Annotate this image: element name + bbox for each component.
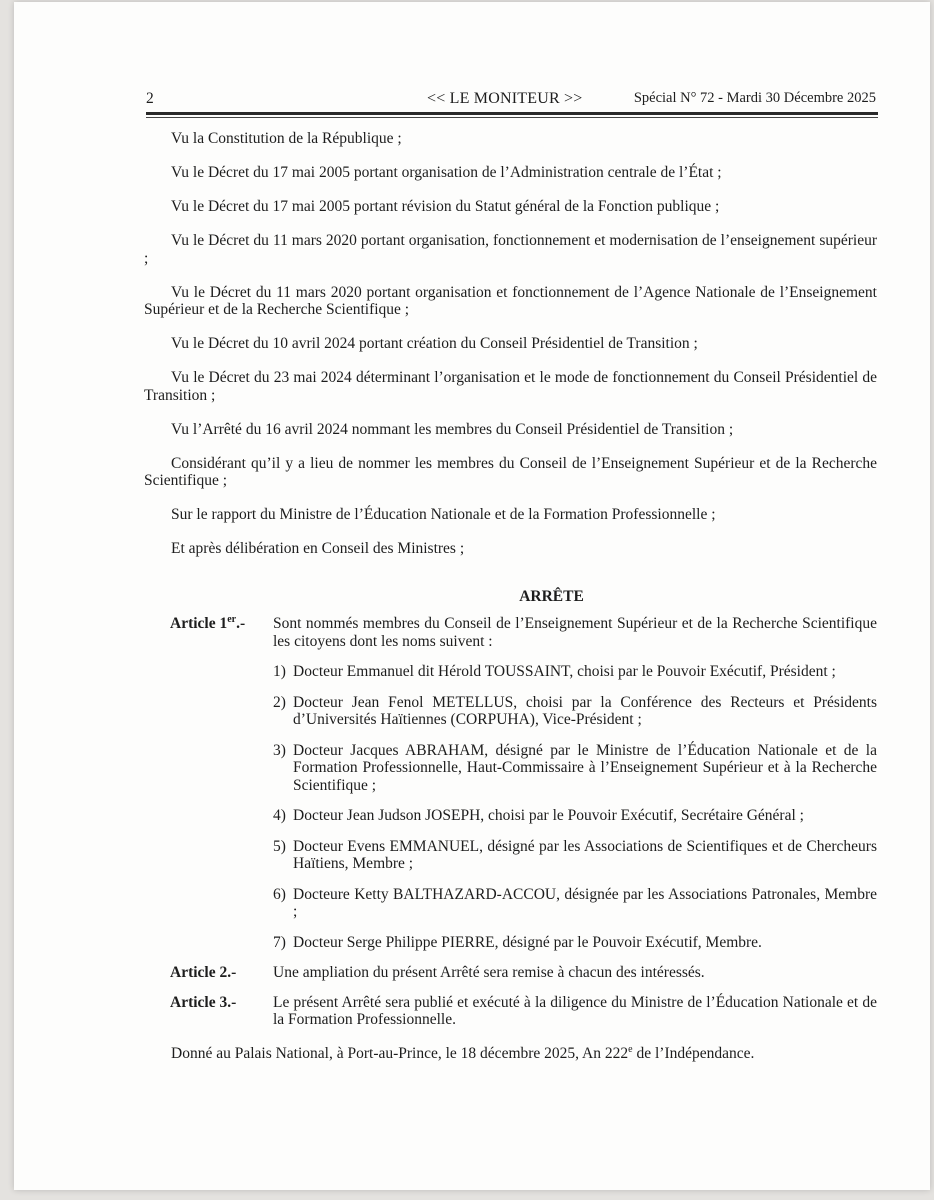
article-2 — [144, 964, 877, 982]
list-item-text: Docteur Emmanuel dit Hérold TOUSSAINT, choisi par le Pouvoir Exécutif, Président ; — [293, 663, 836, 680]
consideration-10: Sur le rapport du Ministre de l’Éducation Nationale et de la Formation Professionnelle ; — [171, 506, 716, 523]
consideration-2: Vu le Décret du 17 mai 2005 portant organisation de l’Administration centrale de l’État ; — [171, 164, 722, 181]
list-item-text: Docteur Serge Philippe PIERRE, désigné par le Pouvoir Exécutif, Membre. — [293, 933, 762, 951]
list-item-number: 7) — [273, 933, 286, 951]
issue-info: Spécial N° 72 - Mardi 30 Décembre 2025 — [633, 90, 876, 106]
article-1-text: Sont nommés membres du Conseil de l’Enseignement Supérieur et de la Recherche Scientifique les citoyens dont les noms suivent : — [273, 615, 877, 650]
article-1 — [144, 615, 877, 650]
closing-statement: Donné au Palais National, à Port-au-Prince, le 18 décembre 2025, An 222e de l’Indépendance. — [171, 1043, 755, 1062]
list-item — [273, 838, 877, 873]
member-list — [144, 663, 877, 951]
list-item — [273, 886, 877, 921]
consideration-5: Vu le Décret du 11 mars 2020 portant organisation et fonctionnement de l’Agence Nationale de l’Enseignement Supérieur et de la Recherche Scientifique ; — [144, 283, 877, 318]
list-item-number: 3) — [273, 741, 286, 759]
list-item-number: 6) — [273, 885, 286, 903]
list-item-text: Docteur Evens EMMANUEL, désigné par les Associations de Scientifiques et de Chercheurs Haïtiens, Membre ; — [293, 837, 877, 872]
decree-title: ARRÊTE — [519, 587, 584, 605]
article-3-label: Article 3.- — [170, 993, 237, 1011]
list-item-text: Docteure Ketty BALTHAZARD-ACCOU, désignée par les Associations Patronales, Membre ; — [293, 885, 877, 920]
header-rule-thin — [146, 117, 878, 118]
journal-title: << LE MONITEUR >> — [427, 90, 583, 107]
page-number: 2 — [146, 90, 154, 107]
list-item-text: Docteur Jacques ABRAHAM, désigné par le Ministre de l’Éducation Nationale et de la Formation Professionnelle, Haut-Commissaire à l’Enseignement Supérieur et à la Recherche Scientifique ; — [293, 741, 877, 794]
list-item-text: Docteur Jean Fenol METELLUS, choisi par la Conférence des Recteurs et Présidents d’Universités Haïtiennes (CORPUHA), Vice-Président ; — [293, 693, 877, 728]
list-item — [273, 742, 877, 795]
consideration-6: Vu le Décret du 10 avril 2024 portant création du Conseil Présidentiel de Transition ; — [171, 335, 698, 352]
consideration-9: Considérant qu’il y a lieu de nommer les membres du Conseil de l’Enseignement Supérieur et de la Recherche Scientifique ; — [144, 454, 877, 489]
list-item-number: 2) — [273, 693, 286, 711]
list-item-number: 1) — [273, 663, 286, 680]
article-3-text: Le présent Arrêté sera publié et exécuté à la diligence du Ministre de l’Éducation Nationale et de la Formation Professionnelle. — [273, 993, 877, 1028]
article-2-text: Une ampliation du présent Arrêté sera remise à chacun des intéressés. — [273, 964, 705, 981]
consideration-7: Vu le Décret du 23 mai 2024 déterminant l’organisation et le mode de fonctionnement du Conseil Présidentiel de Transition ; — [144, 369, 877, 404]
list-item-number: 4) — [273, 807, 286, 824]
list-item — [273, 694, 877, 729]
header-rule-thick — [146, 112, 878, 115]
list-item — [273, 934, 877, 952]
article-1-label: Article 1er.- — [170, 614, 246, 632]
consideration-11: Et après délibération en Conseil des Ministres ; — [171, 540, 465, 557]
document-body — [144, 130, 877, 1079]
article-3 — [144, 994, 877, 1029]
consideration-1: Vu la Constitution de la République ; — [171, 130, 402, 147]
list-item-text: Docteur Jean Judson JOSEPH, choisi par le Pouvoir Exécutif, Secrétaire Général ; — [293, 807, 804, 824]
list-item-number: 5) — [273, 837, 286, 855]
consideration-4: Vu le Décret du 11 mars 2020 portant organisation, fonctionnement et modernisation de l’enseignement supérieur ; — [144, 232, 877, 267]
article-2-label: Article 2.- — [170, 964, 237, 981]
consideration-3: Vu le Décret du 17 mai 2005 portant révision du Statut général de la Fonction publique ; — [171, 198, 720, 215]
consideration-8: Vu l’Arrêté du 16 avril 2024 nommant les membres du Conseil Présidentiel de Transition ; — [171, 420, 734, 438]
list-item — [273, 807, 877, 825]
list-item — [273, 663, 877, 681]
